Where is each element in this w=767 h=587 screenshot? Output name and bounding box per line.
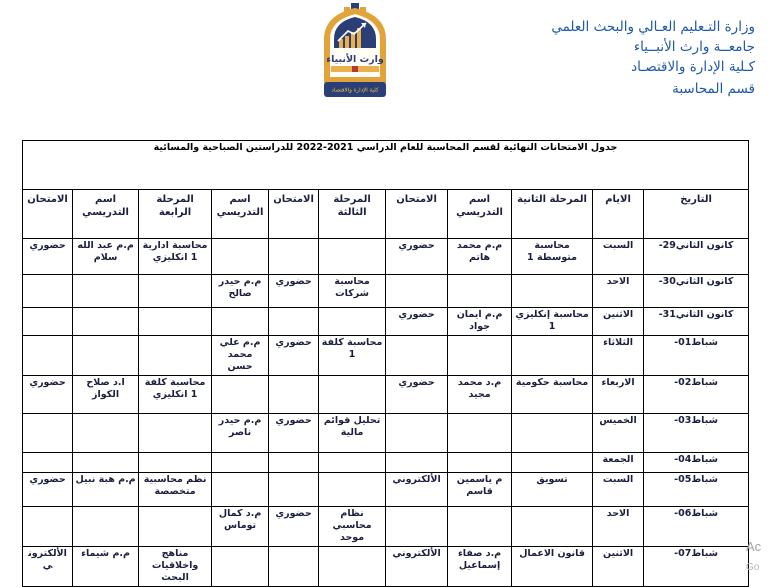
day-cell: السبت [593, 239, 644, 275]
s2-teacher-cell [448, 275, 512, 308]
s3-exam-cell [269, 375, 319, 413]
s2-exam-cell [386, 452, 448, 472]
s2-exam-cell: الألكتروني [386, 546, 448, 586]
s3-exam-cell: حضوري [269, 506, 319, 546]
s3-subject-cell [319, 375, 386, 413]
s3-exam-cell: حضوري [269, 413, 319, 452]
s4-teacher-cell [73, 335, 139, 375]
date-cell: -31كانون الثاني [644, 308, 749, 336]
table-row [23, 275, 749, 308]
s2-subject-cell: محاسبة حكومية [512, 375, 593, 413]
column-header: اسم التدريسي [448, 190, 512, 239]
day-cell: الاحد [593, 506, 644, 546]
s2-teacher-cell: م ياسمين قاسم [448, 472, 512, 506]
s2-exam-cell: حضوري [386, 375, 448, 413]
s3-teacher-cell: م.م علي محمد حسن [212, 335, 269, 375]
s3-exam-cell [269, 546, 319, 586]
column-header: المرحلة الرابعة [139, 190, 212, 239]
s2-exam-cell [386, 275, 448, 308]
s2-subject-cell [512, 452, 593, 472]
day-cell: الاثنين [593, 546, 644, 586]
s4-teacher-cell [73, 452, 139, 472]
table-title: جدول الامتحانات النهائية لقسم المحاسبة للعام الدراسي 2021-2022 للدراستين الصباحية والمسائية [23, 141, 749, 190]
day-cell: السبت [593, 472, 644, 506]
s3-teacher-cell [212, 452, 269, 472]
s2-subject-cell [512, 413, 593, 452]
date-cell: -05شباط [644, 472, 749, 506]
s3-teacher-cell [212, 472, 269, 506]
s3-teacher-cell [212, 546, 269, 586]
day-cell: الثلاثاء [593, 335, 644, 375]
s3-exam-cell [269, 308, 319, 336]
table-row [23, 413, 749, 452]
s2-exam-cell: حضوري [386, 239, 448, 275]
s2-subject-cell: تسويق [512, 472, 593, 506]
s4-exam-cell [23, 413, 73, 452]
s4-subject-cell: محاسبة ادارية 1 انكليزي [139, 239, 212, 275]
s3-exam-cell: حضوري [269, 275, 319, 308]
s4-exam-cell [23, 275, 73, 308]
s4-subject-cell [139, 335, 212, 375]
s3-subject-cell [319, 546, 386, 586]
s2-subject-cell: محاسبة إنكليزي 1 [512, 308, 593, 336]
letterhead [551, 17, 755, 99]
s2-exam-cell [386, 413, 448, 452]
s4-subject-cell [139, 308, 212, 336]
s2-subject-cell: قانون الاعمال [512, 546, 593, 586]
s2-exam-cell: الألكتروني [386, 472, 448, 506]
date-cell: -29كانون الثاني [644, 239, 749, 275]
s4-exam-cell: حضوري [23, 375, 73, 413]
day-cell: الجمعة [593, 452, 644, 472]
s3-teacher-cell: م.م حيدر صالح [212, 275, 269, 308]
logo-calligraphy: وارث الأنبياء [326, 54, 384, 65]
s4-teacher-cell [73, 506, 139, 546]
table-row [23, 239, 749, 275]
date-cell: -02شباط [644, 375, 749, 413]
s4-subject-cell: مناهج واخلاقيات البحث [139, 546, 212, 586]
s3-teacher-cell [212, 308, 269, 336]
s4-exam-cell [23, 452, 73, 472]
s2-subject-cell: محاسبة متوسطة 1 [512, 239, 593, 275]
date-cell: -30كانون الثاني [644, 275, 749, 308]
s2-teacher-cell [448, 452, 512, 472]
s3-subject-cell: محاسبة كلفة 1 [319, 335, 386, 375]
s2-teacher-cell: م.م محمد هاتم [448, 239, 512, 275]
s2-teacher-cell [448, 413, 512, 452]
date-cell: -03شباط [644, 413, 749, 452]
s2-subject-cell [512, 335, 593, 375]
s2-exam-cell [386, 506, 448, 546]
s2-teacher-cell [448, 506, 512, 546]
s4-teacher-cell: م.م هبة نبيل [73, 472, 139, 506]
exam-schedule-table [22, 140, 749, 587]
s4-teacher-cell [73, 413, 139, 452]
s3-subject-cell: تحليل قوائم مالية [319, 413, 386, 452]
s3-teacher-cell: م.م حيدر ناصر [212, 413, 269, 452]
s4-subject-cell: محاسبة كلفة 1 انكليزي [139, 375, 212, 413]
column-header: الامتحان [23, 190, 73, 239]
s3-teacher-cell [212, 375, 269, 413]
day-cell: الاثنين [593, 308, 644, 336]
s2-teacher-cell: م.د محمد مجيد [448, 375, 512, 413]
s4-exam-cell [23, 308, 73, 336]
table-row [23, 452, 749, 472]
s3-subject-cell: نظام محاسبي موحد [319, 506, 386, 546]
university-logo-icon [318, 3, 392, 100]
date-cell: -04شباط [644, 452, 749, 472]
s4-exam-cell: حضوري [23, 239, 73, 275]
column-header: المرحلة الثانية [512, 190, 593, 239]
s3-subject-cell [319, 452, 386, 472]
day-cell: الاربعاء [593, 375, 644, 413]
s4-exam-cell [23, 335, 73, 375]
s4-exam-cell: الألكتروني [23, 546, 73, 586]
s4-subject-cell [139, 275, 212, 308]
s3-exam-cell [269, 472, 319, 506]
activation-watermark-line2: Go [746, 562, 760, 573]
s2-subject-cell [512, 506, 593, 546]
s3-subject-cell: محاسبة شركات [319, 275, 386, 308]
day-cell: الخميس [593, 413, 644, 452]
activation-watermark-line1: Ac [746, 539, 762, 554]
s4-teacher-cell: ا.د صلاح الكواز [73, 375, 139, 413]
s3-exam-cell [269, 239, 319, 275]
s2-teacher-cell [448, 335, 512, 375]
date-cell: -07شباط [644, 546, 749, 586]
s2-exam-cell [386, 335, 448, 375]
column-header: المرحلة الثالثة [319, 190, 386, 239]
s3-teacher-cell [212, 239, 269, 275]
date-cell: -01شباط [644, 335, 749, 375]
letterhead-line: جامعــة وارث الأنبــياء [633, 39, 755, 55]
column-header: التاريخ [644, 190, 749, 239]
s2-exam-cell: حضوري [386, 308, 448, 336]
s2-teacher-cell: م.م ايمان جواد [448, 308, 512, 336]
s4-subject-cell [139, 452, 212, 472]
table-row [23, 308, 749, 336]
column-header: اسم التدريسي [212, 190, 269, 239]
table-row [23, 506, 749, 546]
s4-teacher-cell: م.م عبد الله سلام [73, 239, 139, 275]
letterhead-line: كـلية الإدارة والاقتصـاد [631, 59, 755, 75]
table-header-row [23, 190, 749, 239]
letterhead-line: وزارة التـعليم العـالي والبحث العلمي [551, 19, 755, 35]
s4-subject-cell [139, 413, 212, 452]
table-row [23, 546, 749, 586]
logo-band-text: كلية الإدارة والاقتصاد [331, 87, 379, 94]
day-cell: الاحد [593, 275, 644, 308]
date-cell: -06شباط [644, 506, 749, 546]
s3-exam-cell: حضوري [269, 335, 319, 375]
s4-teacher-cell [73, 275, 139, 308]
column-header: اسم التدريسي [73, 190, 139, 239]
s4-teacher-cell [73, 308, 139, 336]
column-header: الامتحان [269, 190, 319, 239]
s4-subject-cell [139, 506, 212, 546]
column-header: الايام [593, 190, 644, 239]
table-title-row [23, 141, 749, 190]
s3-subject-cell [319, 472, 386, 506]
s4-teacher-cell: م.م شيماء [73, 546, 139, 586]
letterhead-line: قسم المحاسبة [672, 81, 755, 97]
s4-exam-cell [23, 506, 73, 546]
s3-subject-cell [319, 239, 386, 275]
s3-exam-cell [269, 452, 319, 472]
s4-subject-cell: نظم محاسبية متخصصة [139, 472, 212, 506]
column-header: الامتحان [386, 190, 448, 239]
table-row [23, 375, 749, 413]
s2-subject-cell [512, 275, 593, 308]
s2-teacher-cell: م.د صفاء إسماعيل [448, 546, 512, 586]
table-row [23, 335, 749, 375]
s3-subject-cell [319, 308, 386, 336]
s4-exam-cell: حضوري [23, 472, 73, 506]
s3-teacher-cell: م.د كمال توماس [212, 506, 269, 546]
table-row [23, 472, 749, 506]
